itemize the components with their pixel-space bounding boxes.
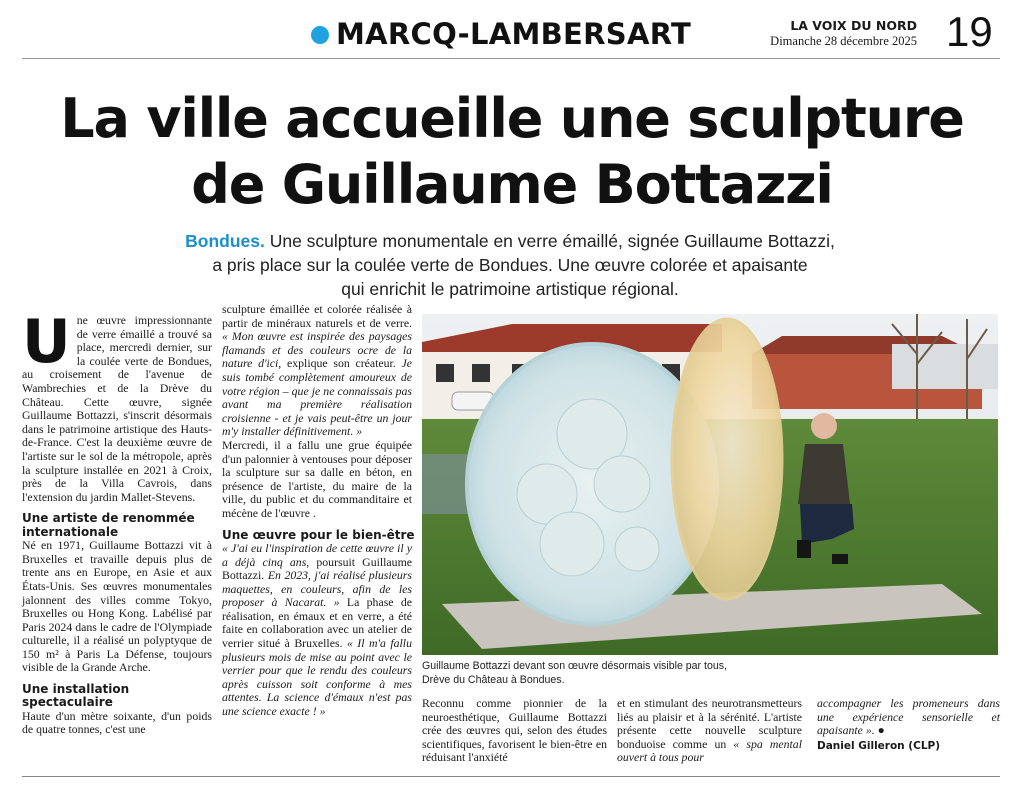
glass-disc-back: [672, 319, 782, 599]
article-paragraph-1: [22, 307, 212, 504]
article-paragraph-2: Né en 1971, Guillaume Bottazzi vit à Bruxelles et travaille depuis plus de trente ans en Europe, en Asie et aux États-Unis. Ses œuvres monumentales jalonnent des villes comme Tokyo, Bruxelles ou Hong Kong. Labélisé par Paris 2024 dans le cadre de l'Olympiade culturelle, il a réalisé un polyptyque de 150 m² à Paris La Défense, toujours visible de la Grande Arche.: [22, 538, 212, 675]
p6-quote-1: « J'ai eu l'inspiration de cette œuvre il y a déjà cinq ans,: [222, 540, 412, 569]
lead-place: Bondues.: [185, 231, 265, 251]
caption-line-2: Drève du Château à Bondues.: [422, 673, 565, 686]
house-far: [892, 344, 998, 389]
author-signature: Daniel Gilleron (CLP): [817, 739, 941, 752]
article-paragraph-7: Reconnu comme pionnier de la neuroesthétique, Guillaume Bottazzi crée des œuvres qui, selon des études scientifiques, favorisent le bien-être en réduisant l'anxiété: [422, 696, 607, 765]
article-column-3: [422, 697, 607, 765]
subheading-renommee-line-1: Une artiste de renommée: [22, 511, 195, 526]
article-paragraph-8: [617, 697, 802, 765]
article-column-2: [222, 302, 415, 719]
lead-paragraph: [120, 229, 900, 301]
subheading-installation: [22, 683, 212, 710]
p8-quote: « spa mental ouvert à tous pour: [617, 736, 802, 765]
article-column-4: [617, 697, 802, 765]
article-column-5: [817, 697, 1000, 753]
p4-quote-1: « Mon œuvre est inspirée des paysages flamands et des couleurs ocre de la nature d'ici,: [222, 329, 412, 371]
subheading-installation-line-1: Une installation: [22, 682, 130, 697]
subheading-bien-etre-line: Une œuvre pour le bien-être: [222, 527, 415, 542]
article-column-1: [22, 307, 212, 737]
p9-quote: accompagner les promeneurs dans une expérience sensorielle et apaisante ».: [817, 696, 1000, 738]
lead-line-3: qui enrichit le patrimoine artistique régional.: [341, 279, 679, 299]
photo-caption: [422, 660, 998, 687]
caption-line-1: Guillaume Bottazzi devant son œuvre désormais visible par tous,: [422, 660, 727, 672]
section-bullet-icon: [311, 26, 329, 44]
newspaper-name: LA VOIX DU NORD: [790, 18, 917, 33]
end-mark: ●: [874, 723, 885, 738]
section-title: MARCQ-LAMBERSART: [336, 17, 692, 51]
article-paragraph-4: [222, 303, 412, 439]
lead-line-2: a pris place sur la coulée verte de Bondues. Une œuvre colorée et apaisante: [212, 255, 808, 275]
p6-text-a: poursuit Guillaume Bottazzi.: [222, 554, 412, 583]
page-number: 19: [946, 8, 993, 55]
p4-quote-2: Je suis tombé complètement amoureux de votre région – que je ne connaissais pas avant ma première réalisation croisienne - et je vais peut-être un jour m'y installer définitivement. »: [222, 356, 412, 439]
subheading-renommee: [22, 512, 212, 539]
article-paragraph-5: Mercredi, il a fallu une grue équipée d'un palonnier à ventouses pour déposer la sculpture sur sa dalle en béton, en présence de l'artiste, du maire de la ville, du public et du commanditaire et mécène de l'œuvre .: [222, 437, 412, 520]
headline-line-1: La ville accueille une sculpture: [60, 87, 964, 150]
article-paragraph-6: [222, 542, 412, 719]
subheading-bien-etre: [222, 527, 415, 542]
article-paragraph-3: Haute d'un mètre soixante, d'un poids de quatre tonnes, c'est une: [22, 708, 212, 737]
photo-illustration: [422, 314, 998, 655]
lead-line-1: [120, 229, 900, 253]
article-photo: [422, 314, 998, 655]
subheading-installation-line-2: spectaculaire: [22, 695, 113, 710]
p6-quote-3: « Il m'a fallu plusieurs mois de mise au point avec le verrier pour que le rendu des couleurs après cuisson soit conforme à mes attentes. La science d'émaux n'est pas une science exacte ! »: [222, 636, 412, 719]
footer-divider: [22, 776, 1000, 777]
p6-text-b: La phase de réalisation, en émaux et en verre, a été faite en collaboration avec un atelier de verrier situé à Bruxelles.: [222, 595, 412, 651]
p6-quote-2: En 2023, j'ai réalisé plusieurs maquettes, en couleurs, afin de les proposer à Nacarat. »: [222, 568, 412, 610]
headline: [20, 86, 1004, 218]
lead-text-1: Une sculpture monumentale en verre émaillé, signée Guillaume Bottazzi,: [264, 231, 835, 251]
p4-text-a: sculpture émaillée et colorée réalisée à partir de minéraux naturels et de verre.: [222, 302, 412, 330]
article-paragraph-9: [817, 697, 1000, 738]
headline-line-2: de Guillaume Bottazzi: [191, 153, 833, 216]
header-divider: [22, 58, 1000, 59]
p4-text-b: explique son créateur.: [281, 356, 402, 371]
issue-date: Dimanche 28 décembre 2025: [770, 34, 917, 48]
subheading-renommee-line-2: internationale: [22, 524, 119, 539]
p8-text: et en stimulant des neurotransmetteurs liés au plaisir et à la sérénité. L'artiste présente cette nouvelle sculpture bonduoise comme un: [617, 696, 802, 751]
drop-cap: U: [22, 307, 71, 377]
paragraph-1-text: ne œuvre impressionnante de verre émaillé a trouvé sa place, mercredi dernier, sur la coulée verte de Bondues, au croisement de l'avenue de Wambrechies et de la Drève du Château. Cette œuvre, signée Guillaume Bottazzi, s'inscrit désormais dans le patrimoine artistique des Hauts-de-France. C'est la deuxième œuvre de l'artiste sur le sol de la métropole, après la sculpture installée en 2021 à Croix, près de la Villa Cavrois, dans l'extension du jardin Mallet-Stevens.: [22, 313, 212, 504]
